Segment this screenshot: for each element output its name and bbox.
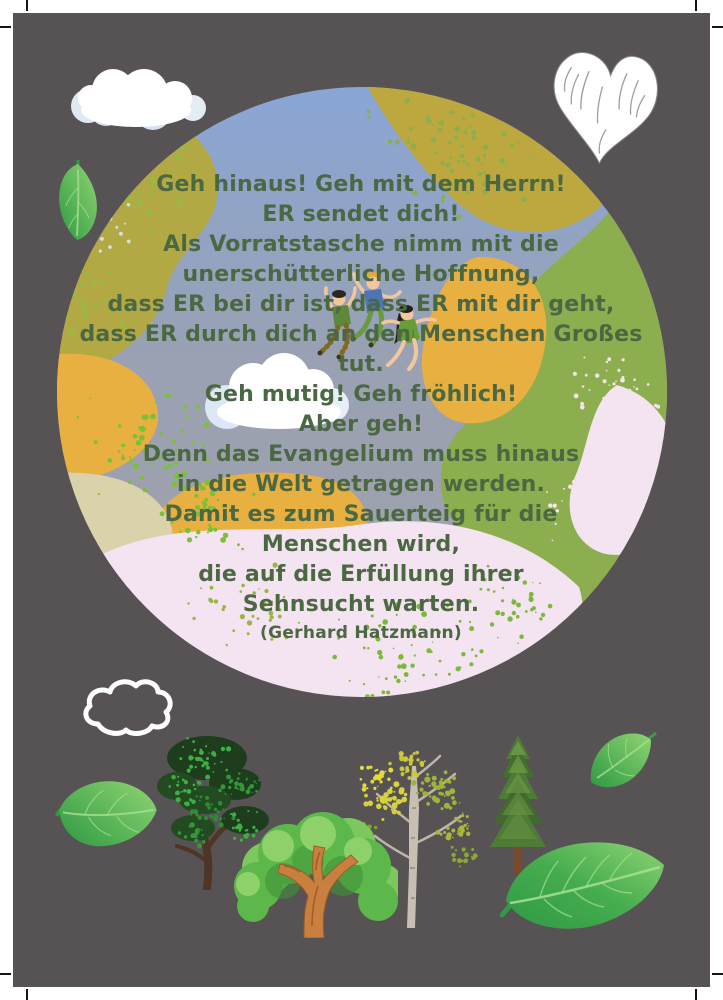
quote-line-15: Sehnsucht warten.: [242, 592, 480, 617]
oak-tree-illustration: [228, 806, 398, 938]
quote-line-11: in die Welt getragen werden.: [176, 472, 546, 497]
crop-mark: [26, 0, 28, 11]
speckles: [436, 812, 471, 840]
quote-line-4: unerschütterliche Hoffnung,: [182, 262, 540, 287]
quote-line-10: Denn das Evangelium muss hinaus: [142, 442, 580, 467]
quote-line-8: Geh mutig! Geh fröhlich!: [204, 382, 518, 407]
quote-line-7: tut.: [338, 352, 384, 377]
quote-line-3: Als Vorratstasche nimm mit die: [163, 232, 559, 257]
crop-mark: [26, 989, 28, 1000]
leaf-icon: [585, 728, 657, 790]
crop-mark: [695, 989, 697, 1000]
quote-attribution: (Gerhard Hatzmann): [260, 623, 462, 643]
crop-mark: [695, 0, 697, 11]
quote-line-1: Geh hinaus! Geh mit dem Herrn!: [156, 172, 566, 197]
quote-line-2: ER sendet dich!: [262, 202, 460, 227]
leaf-icon: [500, 835, 670, 935]
quote-line-5: dass ER bei dir ist, dass ER mit dir geht,: [107, 292, 615, 317]
leaf-icon: [55, 775, 160, 853]
quote-line-14: die auf die Erfüllung ihrer: [198, 562, 524, 587]
crop-mark: [0, 26, 11, 28]
quote-line-9: Aber geh!: [298, 412, 424, 437]
quote-line-13: Menschen wird,: [261, 532, 461, 557]
speckles: [388, 751, 425, 780]
fluffy-cloud-icon: [58, 48, 208, 133]
quote-line-6: dass ER durch dich an den Menschen Großes: [79, 322, 643, 347]
crop-mark: [712, 973, 723, 975]
crop-mark: [712, 26, 723, 28]
sketch-heart-icon: [545, 48, 675, 173]
crop-mark: [0, 973, 11, 975]
quote-line-12: Damit es zum Sauerteig für die: [164, 502, 558, 527]
quote-text-block: [61, 170, 661, 647]
speckles: [360, 766, 394, 792]
